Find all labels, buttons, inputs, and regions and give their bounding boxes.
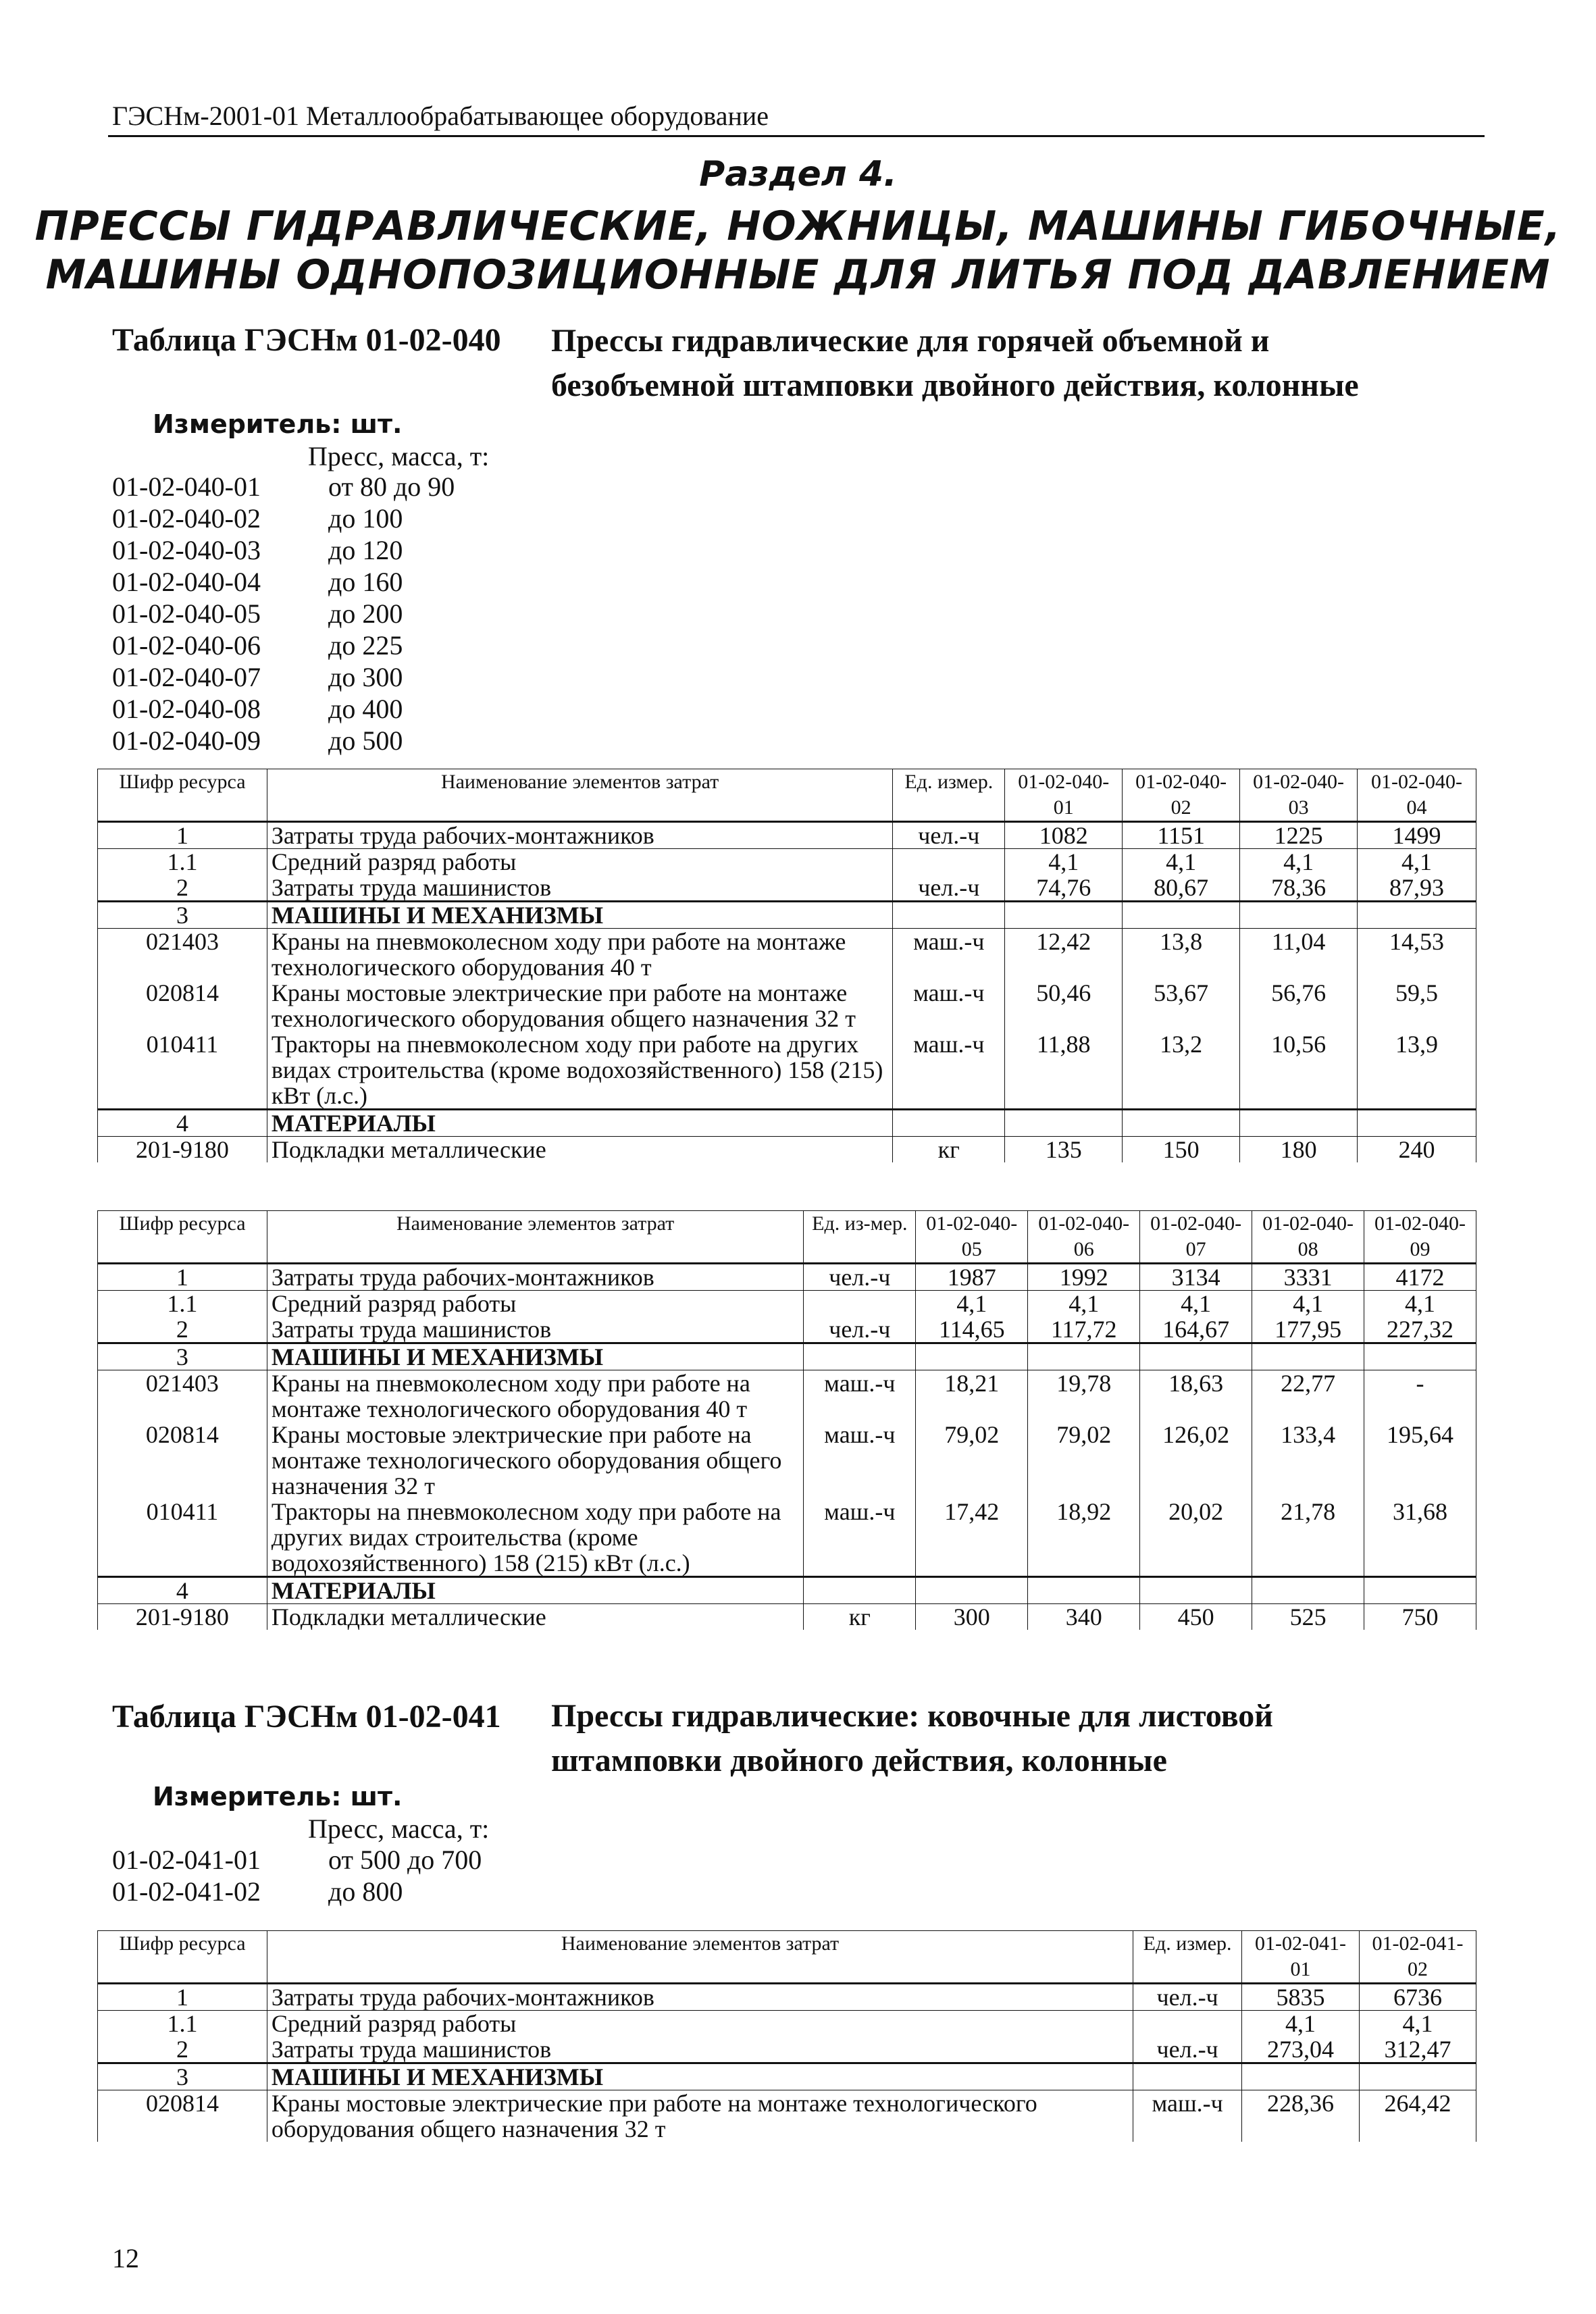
col-header-unit: Ед. из-мер. [804, 1211, 916, 1264]
value-cell: 227,32 [1364, 1316, 1476, 1343]
col-header-norm: 01-02-040-07 [1140, 1211, 1252, 1264]
unit-cell: маш.-ч [804, 1370, 916, 1422]
value-cell: - [1364, 1370, 1476, 1422]
table-row [98, 875, 1476, 902]
unit-cell [893, 849, 1005, 875]
col-header-norm: 01-02-041-02 [1360, 1931, 1476, 1984]
value-cell: 117,72 [1028, 1316, 1140, 1343]
unit-cell: кг [893, 1137, 1005, 1163]
value-cell: 31,68 [1364, 1499, 1476, 1577]
norm-code: 01-02-040-05 [112, 598, 261, 629]
cost-element-name: Средний разряд работы [267, 849, 892, 875]
value-cell: 6736 [1360, 1984, 1476, 2011]
cost-element-name: Краны на пневмоколесном ходу при работе на монтаже технологического оборудования 40 т [267, 929, 892, 981]
value-cell [1140, 1577, 1252, 1604]
value-cell: 1082 [1005, 822, 1123, 849]
code-row [112, 1876, 482, 1907]
table-040-title: Прессы гидравлические для горячей объемной и безобъемной штамповки двойного действия, колонные [551, 323, 1359, 403]
section-title-line2: МАШИНЫ ОДНОПОЗИЦИОННЫЕ ДЛЯ ЛИТЬЯ ПОД ДАВЛЕНИЕМ [45, 251, 1551, 299]
unit-cell: маш.-ч [804, 1422, 916, 1499]
value-cell [1240, 902, 1358, 929]
norm-code: 01-02-040-02 [112, 503, 261, 534]
norm-desc: до 100 [328, 503, 403, 534]
value-cell: 4,1 [1005, 849, 1123, 875]
value-cell: 13,9 [1358, 1031, 1476, 1110]
code-row [112, 629, 455, 661]
unit-cell: чел.-ч [804, 1316, 916, 1343]
norm-desc: от 500 до 700 [328, 1845, 482, 1875]
value-cell: 3134 [1140, 1264, 1252, 1291]
value-cell [916, 1577, 1028, 1604]
table-row [98, 1031, 1476, 1110]
unit-cell: маш.-ч [893, 980, 1005, 1031]
norm-desc: до 400 [328, 694, 403, 724]
value-cell: 150 [1123, 1137, 1240, 1163]
cost-element-name: Подкладки металлические [267, 1137, 892, 1163]
unit-cell [893, 1110, 1005, 1137]
value-cell: 78,36 [1240, 875, 1358, 902]
value-cell [1252, 1343, 1364, 1370]
norm-desc: до 225 [328, 630, 403, 661]
code-row [112, 661, 455, 693]
code-row [112, 725, 455, 756]
col-header-norm: 01-02-041-01 [1242, 1931, 1360, 1984]
resource-code: 1.1 [98, 849, 267, 875]
resource-code: 1.1 [98, 2011, 267, 2037]
norm-desc: до 160 [328, 567, 403, 597]
value-cell: 56,76 [1240, 980, 1358, 1031]
value-cell [1364, 1577, 1476, 1604]
resource-code: 020814 [98, 2090, 267, 2142]
norm-desc: до 800 [328, 1876, 403, 1907]
cost-element-name: МАШИНЫ И МЕХАНИЗМЫ [267, 2063, 1133, 2090]
value-cell: 59,5 [1358, 980, 1476, 1031]
page-number: 12 [112, 2243, 139, 2273]
value-cell: 4,1 [1240, 849, 1358, 875]
value-cell: 114,65 [916, 1316, 1028, 1343]
unit-cell: чел.-ч [1133, 2036, 1242, 2063]
value-cell: 4,1 [1028, 1291, 1140, 1317]
value-cell: 87,93 [1358, 875, 1476, 902]
resource-code: 1 [98, 1264, 267, 1291]
cost-element-name: Краны мостовые электрические при работе на монтаже технологического оборудования общего назначения 32 т [267, 1422, 804, 1499]
resource-code: 3 [98, 902, 267, 929]
cost-element-name: Тракторы на пневмоколесном ходу при работе на других видах строительства (кроме водохозяйственного) 158 (215) кВт (л.с.) [267, 1499, 804, 1577]
cost-element-name: Краны на пневмоколесном ходу при работе на монтаже технологического оборудования 40 т [267, 1370, 804, 1422]
running-head: ГЭСНм-2001-01 Металлообрабатывающее оборудование [112, 101, 769, 131]
value-cell: 1992 [1028, 1264, 1140, 1291]
value-cell: 4,1 [1252, 1291, 1364, 1317]
unit-cell: чел.-ч [804, 1264, 916, 1291]
norm-table-c [97, 1930, 1476, 2142]
resource-code: 201-9180 [98, 1137, 267, 1163]
value-cell [1360, 2063, 1476, 2090]
value-cell [1140, 1343, 1252, 1370]
table-row [98, 2036, 1476, 2063]
value-cell [1028, 1343, 1140, 1370]
col-header-norm: 01-02-040-02 [1123, 769, 1240, 822]
norm-desc: до 500 [328, 725, 403, 756]
value-cell: 264,42 [1360, 2090, 1476, 2142]
value-cell: 4172 [1364, 1264, 1476, 1291]
col-header-norm: 01-02-040-06 [1028, 1211, 1140, 1264]
unit-cell: чел.-ч [1133, 1984, 1242, 2011]
code-row [112, 566, 455, 598]
col-header-norm: 01-02-040-08 [1252, 1211, 1364, 1264]
table-row [98, 1291, 1476, 1317]
value-cell: 12,42 [1005, 929, 1123, 981]
value-cell: 4,1 [916, 1291, 1028, 1317]
unit-cell: кг [804, 1604, 916, 1630]
norm-desc: до 120 [328, 535, 403, 565]
table-row [98, 980, 1476, 1031]
col-header-code: Шифр ресурса [98, 1211, 267, 1264]
norm-code: 01-02-040-07 [112, 662, 261, 692]
value-cell: 13,2 [1123, 1031, 1240, 1110]
table-041-measure: Измеритель: шт. [153, 1782, 403, 1811]
resource-code: 2 [98, 875, 267, 902]
code-row [112, 598, 455, 629]
table-row [98, 2011, 1476, 2037]
code-row [112, 693, 455, 725]
cost-element-name: Затраты труда машинистов [267, 875, 892, 902]
table-row [98, 902, 1476, 929]
col-header-norm: 01-02-040-09 [1364, 1211, 1476, 1264]
section-title-line1: ПРЕССЫ ГИДРАВЛИЧЕСКИЕ, НОЖНИЦЫ, МАШИНЫ ГИБОЧНЫЕ, [34, 203, 1562, 250]
value-cell: 228,36 [1242, 2090, 1360, 2142]
value-cell [1242, 2063, 1360, 2090]
value-cell: 50,46 [1005, 980, 1123, 1031]
norm-code: 01-02-040-04 [112, 567, 261, 597]
cost-element-name: Тракторы на пневмоколесном ходу при работе на других видах строительства (кроме водохозяйственного) 158 (215) кВт (л.с.) [267, 1031, 892, 1110]
norm-code: 01-02-040-01 [112, 471, 261, 502]
value-cell: 180 [1240, 1137, 1358, 1163]
code-row [112, 471, 455, 503]
norm-code: 01-02-040-03 [112, 535, 261, 565]
resource-code: 3 [98, 1343, 267, 1370]
value-cell: 750 [1364, 1604, 1476, 1630]
unit-cell: чел.-ч [893, 875, 1005, 902]
col-header-code: Шифр ресурса [98, 1931, 267, 1984]
unit-cell [1133, 2063, 1242, 2090]
value-cell [1005, 1110, 1123, 1137]
cost-element-name: Подкладки металлические [267, 1604, 804, 1630]
code-row [112, 1844, 482, 1876]
unit-cell: маш.-ч [893, 1031, 1005, 1110]
value-cell: 11,88 [1005, 1031, 1123, 1110]
table-040-code-list [112, 471, 455, 756]
cost-element-name: Краны мостовые электрические при работе на монтаже технологического оборудования общего назначения 32 т [267, 980, 892, 1031]
value-cell [1252, 1577, 1364, 1604]
value-cell: 312,47 [1360, 2036, 1476, 2063]
col-header-unit: Ед. измер. [1133, 1931, 1242, 1984]
unit-cell: маш.-ч [804, 1499, 916, 1577]
value-cell: 22,77 [1252, 1370, 1364, 1422]
table-041-title: Прессы гидравлические: ковочные для листовой штамповки двойного действия, колонные [551, 1698, 1273, 1778]
value-cell: 18,21 [916, 1370, 1028, 1422]
cost-element-name: Средний разряд работы [267, 2011, 1133, 2037]
value-cell: 340 [1028, 1604, 1140, 1630]
resource-code: 1 [98, 1984, 267, 2011]
norm-code: 01-02-040-09 [112, 725, 261, 756]
table-row [98, 2063, 1476, 2090]
value-cell [1005, 902, 1123, 929]
norm-desc: от 80 до 90 [328, 471, 455, 502]
col-header-name: Наименование элементов затрат [267, 1931, 1133, 1984]
table-040-number: Таблица ГЭСНм 01-02-040 [112, 322, 501, 358]
resource-code: 3 [98, 2063, 267, 2090]
value-cell: 17,42 [916, 1499, 1028, 1577]
value-cell: 1225 [1240, 822, 1358, 849]
table-row [98, 929, 1476, 981]
value-cell: 79,02 [1028, 1422, 1140, 1499]
value-cell: 240 [1358, 1137, 1476, 1163]
col-header-name: Наименование элементов затрат [267, 769, 892, 822]
cost-element-name: Средний разряд работы [267, 1291, 804, 1317]
unit-cell [804, 1577, 916, 1604]
table-041-number: Таблица ГЭСНм 01-02-041 [112, 1699, 501, 1734]
value-cell: 18,92 [1028, 1499, 1140, 1577]
unit-cell [804, 1343, 916, 1370]
resource-code: 2 [98, 1316, 267, 1343]
col-header-norm: 01-02-040-05 [916, 1211, 1028, 1264]
table-row [98, 1110, 1476, 1137]
value-cell: 18,63 [1140, 1370, 1252, 1422]
value-cell: 4,1 [1123, 849, 1240, 875]
value-cell: 14,53 [1358, 929, 1476, 981]
value-cell: 5835 [1242, 1984, 1360, 2011]
norm-table-a [97, 769, 1476, 1162]
value-cell: 4,1 [1242, 2011, 1360, 2037]
value-cell: 273,04 [1242, 2036, 1360, 2063]
unit-cell: маш.-ч [893, 929, 1005, 981]
value-cell: 135 [1005, 1137, 1123, 1163]
cost-element-name: МАТЕРИАЛЫ [267, 1110, 892, 1137]
value-cell: 11,04 [1240, 929, 1358, 981]
resource-code: 1.1 [98, 1291, 267, 1317]
value-cell [1123, 902, 1240, 929]
value-cell [1358, 902, 1476, 929]
value-cell: 20,02 [1140, 1499, 1252, 1577]
value-cell: 74,76 [1005, 875, 1123, 902]
resource-code: 201-9180 [98, 1604, 267, 1630]
resource-code: 020814 [98, 1422, 267, 1499]
value-cell: 300 [916, 1604, 1028, 1630]
value-cell: 4,1 [1364, 1291, 1476, 1317]
norm-code: 01-02-040-08 [112, 694, 261, 724]
value-cell: 1499 [1358, 822, 1476, 849]
code-row [112, 503, 455, 534]
cost-element-name: МАШИНЫ И МЕХАНИЗМЫ [267, 1343, 804, 1370]
table-row [98, 849, 1476, 875]
table-row [98, 1137, 1476, 1163]
table-041-code-list [112, 1844, 482, 1907]
unit-cell [1133, 2011, 1242, 2037]
resource-code: 020814 [98, 980, 267, 1031]
table-row [98, 1577, 1476, 1604]
value-cell: 525 [1252, 1604, 1364, 1630]
norm-code: 01-02-040-06 [112, 630, 261, 661]
table-row [98, 1984, 1476, 2011]
value-cell: 177,95 [1252, 1316, 1364, 1343]
value-cell: 126,02 [1140, 1422, 1252, 1499]
value-cell: 1151 [1123, 822, 1240, 849]
value-cell: 1987 [916, 1264, 1028, 1291]
value-cell: 19,78 [1028, 1370, 1140, 1422]
table-row [98, 822, 1476, 849]
unit-cell [893, 902, 1005, 929]
cost-element-name: Затраты труда рабочих-монтажников [267, 1264, 804, 1291]
norm-desc: до 200 [328, 598, 403, 629]
value-cell: 80,67 [1123, 875, 1240, 902]
value-cell: 164,67 [1140, 1316, 1252, 1343]
col-header-unit: Ед. измер. [893, 769, 1005, 822]
value-cell [1358, 1110, 1476, 1137]
table-row [98, 1604, 1476, 1630]
resource-code: 010411 [98, 1499, 267, 1577]
table-row [98, 2090, 1476, 2142]
cost-element-name: МАШИНЫ И МЕХАНИЗМЫ [267, 902, 892, 929]
resource-code: 4 [98, 1110, 267, 1137]
cost-element-name: Затраты труда машинистов [267, 2036, 1133, 2063]
value-cell: 13,8 [1123, 929, 1240, 981]
section-label: Раздел 4. [699, 154, 897, 195]
table-040-measure: Измеритель: шт. [153, 409, 403, 439]
norm-code: 01-02-041-02 [112, 1876, 261, 1907]
value-cell: 450 [1140, 1604, 1252, 1630]
cost-element-name: Затраты труда машинистов [267, 1316, 804, 1343]
norm-desc: до 300 [328, 662, 403, 692]
table-040-press-label: Пресс, масса, т: [308, 441, 490, 471]
value-cell: 133,4 [1252, 1422, 1364, 1499]
col-header-norm: 01-02-040-04 [1358, 769, 1476, 822]
col-header-norm: 01-02-040-03 [1240, 769, 1358, 822]
value-cell: 4,1 [1140, 1291, 1252, 1317]
table-041-press-label: Пресс, масса, т: [308, 1814, 490, 1844]
value-cell: 4,1 [1360, 2011, 1476, 2037]
value-cell [1240, 1110, 1358, 1137]
col-header-code: Шифр ресурса [98, 769, 267, 822]
cost-element-name: Затраты труда рабочих-монтажников [267, 1984, 1133, 2011]
value-cell: 53,67 [1123, 980, 1240, 1031]
table-row [98, 1264, 1476, 1291]
table-row [98, 1370, 1476, 1422]
value-cell: 79,02 [916, 1422, 1028, 1499]
value-cell [1364, 1343, 1476, 1370]
value-cell [1028, 1577, 1140, 1604]
resource-code: 4 [98, 1577, 267, 1604]
norm-code: 01-02-041-01 [112, 1845, 261, 1875]
col-header-norm: 01-02-040-01 [1005, 769, 1123, 822]
header-rule [108, 135, 1485, 137]
cost-element-name: Затраты труда рабочих-монтажников [267, 822, 892, 849]
cost-element-name: МАТЕРИАЛЫ [267, 1577, 804, 1604]
unit-cell: маш.-ч [1133, 2090, 1242, 2142]
code-row [112, 534, 455, 566]
value-cell: 3331 [1252, 1264, 1364, 1291]
value-cell [1123, 1110, 1240, 1137]
col-header-name: Наименование элементов затрат [267, 1211, 804, 1264]
resource-code: 1 [98, 822, 267, 849]
resource-code: 010411 [98, 1031, 267, 1110]
table-row [98, 1343, 1476, 1370]
norm-table-b [97, 1210, 1476, 1630]
table-row [98, 1422, 1476, 1499]
value-cell: 195,64 [1364, 1422, 1476, 1499]
value-cell: 4,1 [1358, 849, 1476, 875]
unit-cell [804, 1291, 916, 1317]
value-cell: 10,56 [1240, 1031, 1358, 1110]
resource-code: 021403 [98, 929, 267, 981]
value-cell [916, 1343, 1028, 1370]
unit-cell: чел.-ч [893, 822, 1005, 849]
value-cell: 21,78 [1252, 1499, 1364, 1577]
resource-code: 021403 [98, 1370, 267, 1422]
cost-element-name: Краны мостовые электрические при работе на монтаже технологического оборудования общего назначения 32 т [267, 2090, 1133, 2142]
table-row [98, 1316, 1476, 1343]
table-row [98, 1499, 1476, 1577]
resource-code: 2 [98, 2036, 267, 2063]
